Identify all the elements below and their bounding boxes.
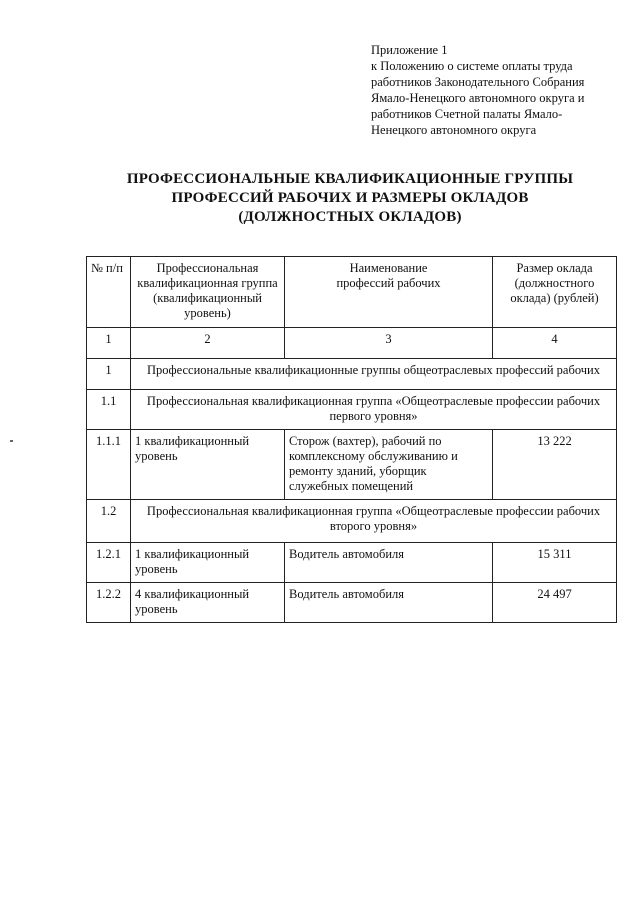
header-line: квалификационная группа	[137, 276, 278, 290]
row-num: 1.2.1	[87, 543, 131, 583]
header-name	[285, 257, 493, 328]
section-title	[131, 390, 617, 430]
profession-line: Водитель автомобиля	[289, 587, 404, 601]
header-group	[131, 257, 285, 328]
profession-name	[285, 430, 493, 500]
table-row	[87, 583, 617, 623]
profession-name	[285, 543, 493, 583]
header-line: оклада) (рублей)	[510, 291, 599, 305]
salary-value: 15 311	[493, 543, 617, 583]
header-line: Размер оклада	[516, 261, 593, 275]
section-row	[87, 390, 617, 430]
header-num	[87, 257, 131, 328]
column-number: 3	[285, 328, 493, 359]
profession-line: ремонту зданий, уборщик	[289, 464, 427, 478]
appendix-line: работников Законодательного Собрания	[371, 75, 585, 89]
row-num: 1.2.2	[87, 583, 131, 623]
qualification-level	[131, 430, 285, 500]
row-num: 1	[87, 359, 131, 390]
level-line: 1 квалификационный	[135, 434, 250, 448]
level-line: 4 квалификационный	[135, 587, 250, 601]
column-number: 1	[87, 328, 131, 359]
section-title	[131, 500, 617, 543]
column-number: 4	[493, 328, 617, 359]
level-line: уровень	[135, 562, 178, 576]
profession-line: комплексному обслуживанию и	[289, 449, 458, 463]
appendix-note	[371, 42, 621, 138]
qualification-level	[131, 583, 285, 623]
header-line: Профессиональная	[156, 261, 259, 275]
qualification-level	[131, 543, 285, 583]
profession-line: Водитель автомобиля	[289, 547, 404, 561]
salary-table	[86, 256, 617, 623]
header-salary	[493, 257, 617, 328]
salary-value: 24 497	[493, 583, 617, 623]
section-line: Профессиональные квалификационные группы общеотраслевых профессий рабочих	[147, 363, 600, 377]
header-line: профессий рабочих	[336, 276, 441, 290]
appendix-line: Приложение 1	[371, 43, 448, 57]
section-line: Профессиональная квалификационная группа «Общеотраслевые профессии рабочих	[146, 394, 601, 408]
table-header-row	[87, 257, 617, 328]
level-line: уровень	[135, 449, 178, 463]
row-num: 1.2	[87, 500, 131, 543]
appendix-line: работников Счетной палаты Ямало-	[371, 107, 563, 121]
table-row	[87, 543, 617, 583]
section-row	[87, 500, 617, 543]
appendix-line: Ненецкого автономного округа	[371, 123, 537, 137]
level-line: уровень	[135, 602, 178, 616]
appendix-line: к Положению о системе оплаты труда	[371, 59, 573, 73]
section-line: второго уровня»	[329, 519, 418, 533]
section-line: Профессиональная квалификационная группа «Общеотраслевые профессии рабочих	[146, 504, 601, 518]
scan-speck	[10, 440, 13, 442]
header-line: (должностного	[514, 276, 595, 290]
header-line: Наименование	[349, 261, 428, 275]
row-num: 1.1.1	[87, 430, 131, 500]
row-num: 1.1	[87, 390, 131, 430]
level-line: 1 квалификационный	[135, 547, 250, 561]
document-title	[100, 170, 600, 227]
header-line: (квалификационный	[153, 291, 262, 305]
title-line: ПРОФЕССИЙ РАБОЧИХ И РАЗМЕРЫ ОКЛАДОВ	[171, 190, 529, 206]
appendix-line: Ямало-Ненецкого автономного округа и	[371, 91, 585, 105]
header-line: уровень)	[184, 306, 231, 320]
section-line: первого уровня»	[329, 409, 418, 423]
column-number: 2	[131, 328, 285, 359]
header-num-text: № п/п	[91, 261, 123, 275]
title-line: ПРОФЕССИОНАЛЬНЫЕ КВАЛИФИКАЦИОННЫЕ ГРУППЫ	[126, 171, 574, 187]
salary-value: 13 222	[493, 430, 617, 500]
title-line: (ДОЛЖНОСТНЫХ ОКЛАДОВ)	[238, 209, 462, 225]
section-row	[87, 359, 617, 390]
profession-line: Сторож (вахтер), рабочий по	[289, 434, 442, 448]
column-number-row	[87, 328, 617, 359]
profession-name	[285, 583, 493, 623]
section-title	[131, 359, 617, 390]
profession-line: служебных помещений	[289, 479, 414, 493]
table-row	[87, 430, 617, 500]
